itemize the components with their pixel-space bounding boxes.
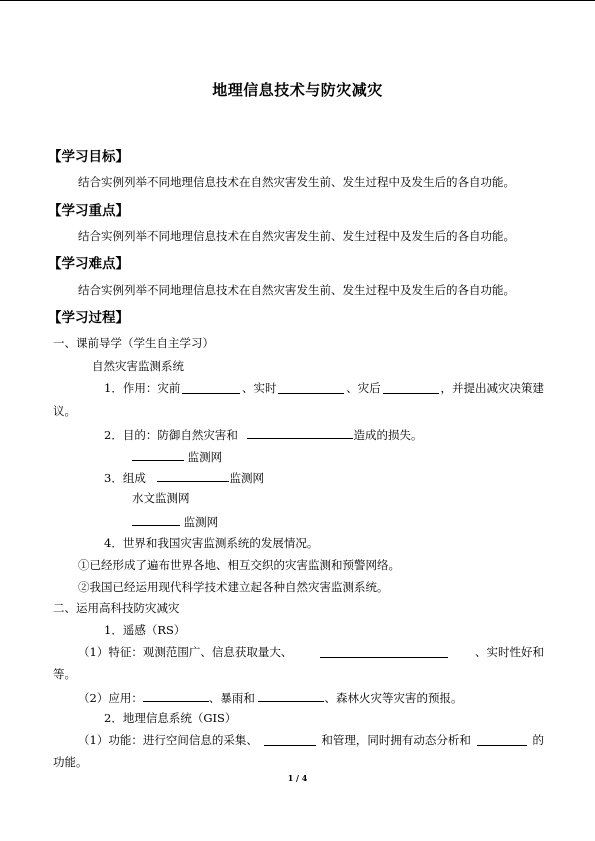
rs2-c: 、森林火灾等灾害的预报。 — [324, 691, 463, 705]
net3-label: 监测网 — [183, 515, 219, 529]
gis1-blank-2 — [477, 733, 527, 746]
item3-line — [104, 469, 264, 485]
net3-blank — [132, 513, 180, 526]
part1-title: 一、课前导学（学生自主学习） — [53, 336, 214, 350]
net3-line — [132, 513, 218, 529]
rs2-blank-1 — [143, 689, 209, 702]
page-number: 1 / 4 — [287, 773, 308, 783]
header-rule — [0, 0, 595, 1]
item1-blank-realtime — [278, 381, 344, 394]
item2-b: 造成的损失。 — [353, 428, 423, 442]
point1: ①已经形成了遍布世界各地、相互交织的灾害监测和预警网络。 — [78, 558, 400, 572]
net1-line — [132, 448, 222, 464]
difficulty-text: 结合实例列举不同地理信息技术在自然灾害发生前、发生过程中及发生后的各自功能。 — [78, 283, 515, 297]
item2-line — [104, 426, 422, 442]
rs2-line — [78, 689, 462, 705]
document-title: 地理信息技术与防灾减灾 — [212, 81, 383, 99]
rs1-line — [78, 645, 544, 659]
item1-a: 1．作用：灾前 — [104, 381, 181, 395]
gis1-c: 的 — [532, 733, 544, 747]
item1-c: 、灾后 — [346, 381, 381, 395]
rs2-b: 、暴雨和 — [208, 691, 255, 705]
point2: ②我国已经运用现代科学技术建立起各种自然灾害监测系统。 — [78, 580, 389, 594]
gis-title: 2．地理信息系统（GIS） — [104, 711, 237, 725]
part1-subtitle: 自然灾害监测系统 — [92, 359, 184, 373]
item1-blank-before — [182, 381, 240, 394]
goal-text: 结合实例列举不同地理信息技术在自然灾害发生前、发生过程中及发生后的各自功能。 — [78, 175, 515, 189]
difficulty-heading: 【学习难点】 — [48, 256, 129, 272]
item4: 4．世界和我国灾害监测系统的发展情况。 — [104, 536, 319, 550]
item3-b: 监测网 — [229, 471, 264, 485]
key-heading: 【学习重点】 — [48, 203, 129, 219]
net1-label: 监测网 — [187, 450, 223, 464]
key-text: 结合实例列举不同地理信息技术在自然灾害发生前、发生过程中及发生后的各自功能。 — [78, 229, 515, 243]
process-heading: 【学习过程】 — [48, 310, 129, 326]
net-hydro: 水文监测网 — [132, 491, 190, 505]
part2-title: 二、运用高科技防灾减灾 — [53, 601, 180, 615]
net1-blank — [132, 448, 184, 461]
item1-continuation: 议。 — [53, 404, 76, 418]
gis1-a: （1）功能：进行空间信息的采集、 — [78, 733, 258, 747]
rs-title: 1．遥感（RS） — [104, 623, 186, 637]
rs1-b: 、实时性好和 — [474, 645, 544, 659]
gis1-continuation: 功能。 — [53, 755, 88, 769]
item1-line — [104, 381, 544, 395]
item1-b: 、实时 — [242, 381, 277, 395]
rs2-blank-2 — [258, 689, 324, 702]
item2-a: 2．目的：防御自然灾害和 — [104, 428, 238, 442]
rs2-a: （2）应用： — [78, 691, 143, 705]
rs1-a: （1）特征：观测范围广、信息获取量大、 — [78, 645, 293, 659]
item3-a: 3．组成 — [104, 471, 146, 485]
item2-blank — [247, 426, 353, 439]
gis1-line — [78, 733, 544, 747]
gis1-b: 和管理，同时拥有动态分析和 — [321, 733, 471, 747]
rs1-continuation: 等。 — [53, 667, 76, 681]
item1-blank-after — [383, 381, 439, 394]
gis1-blank-1 — [264, 733, 316, 746]
goal-heading: 【学习目标】 — [48, 149, 129, 165]
rs1-blank — [320, 645, 448, 658]
item3-blank — [157, 469, 229, 482]
item1-d: ，并提出减灾决策建 — [440, 381, 544, 395]
